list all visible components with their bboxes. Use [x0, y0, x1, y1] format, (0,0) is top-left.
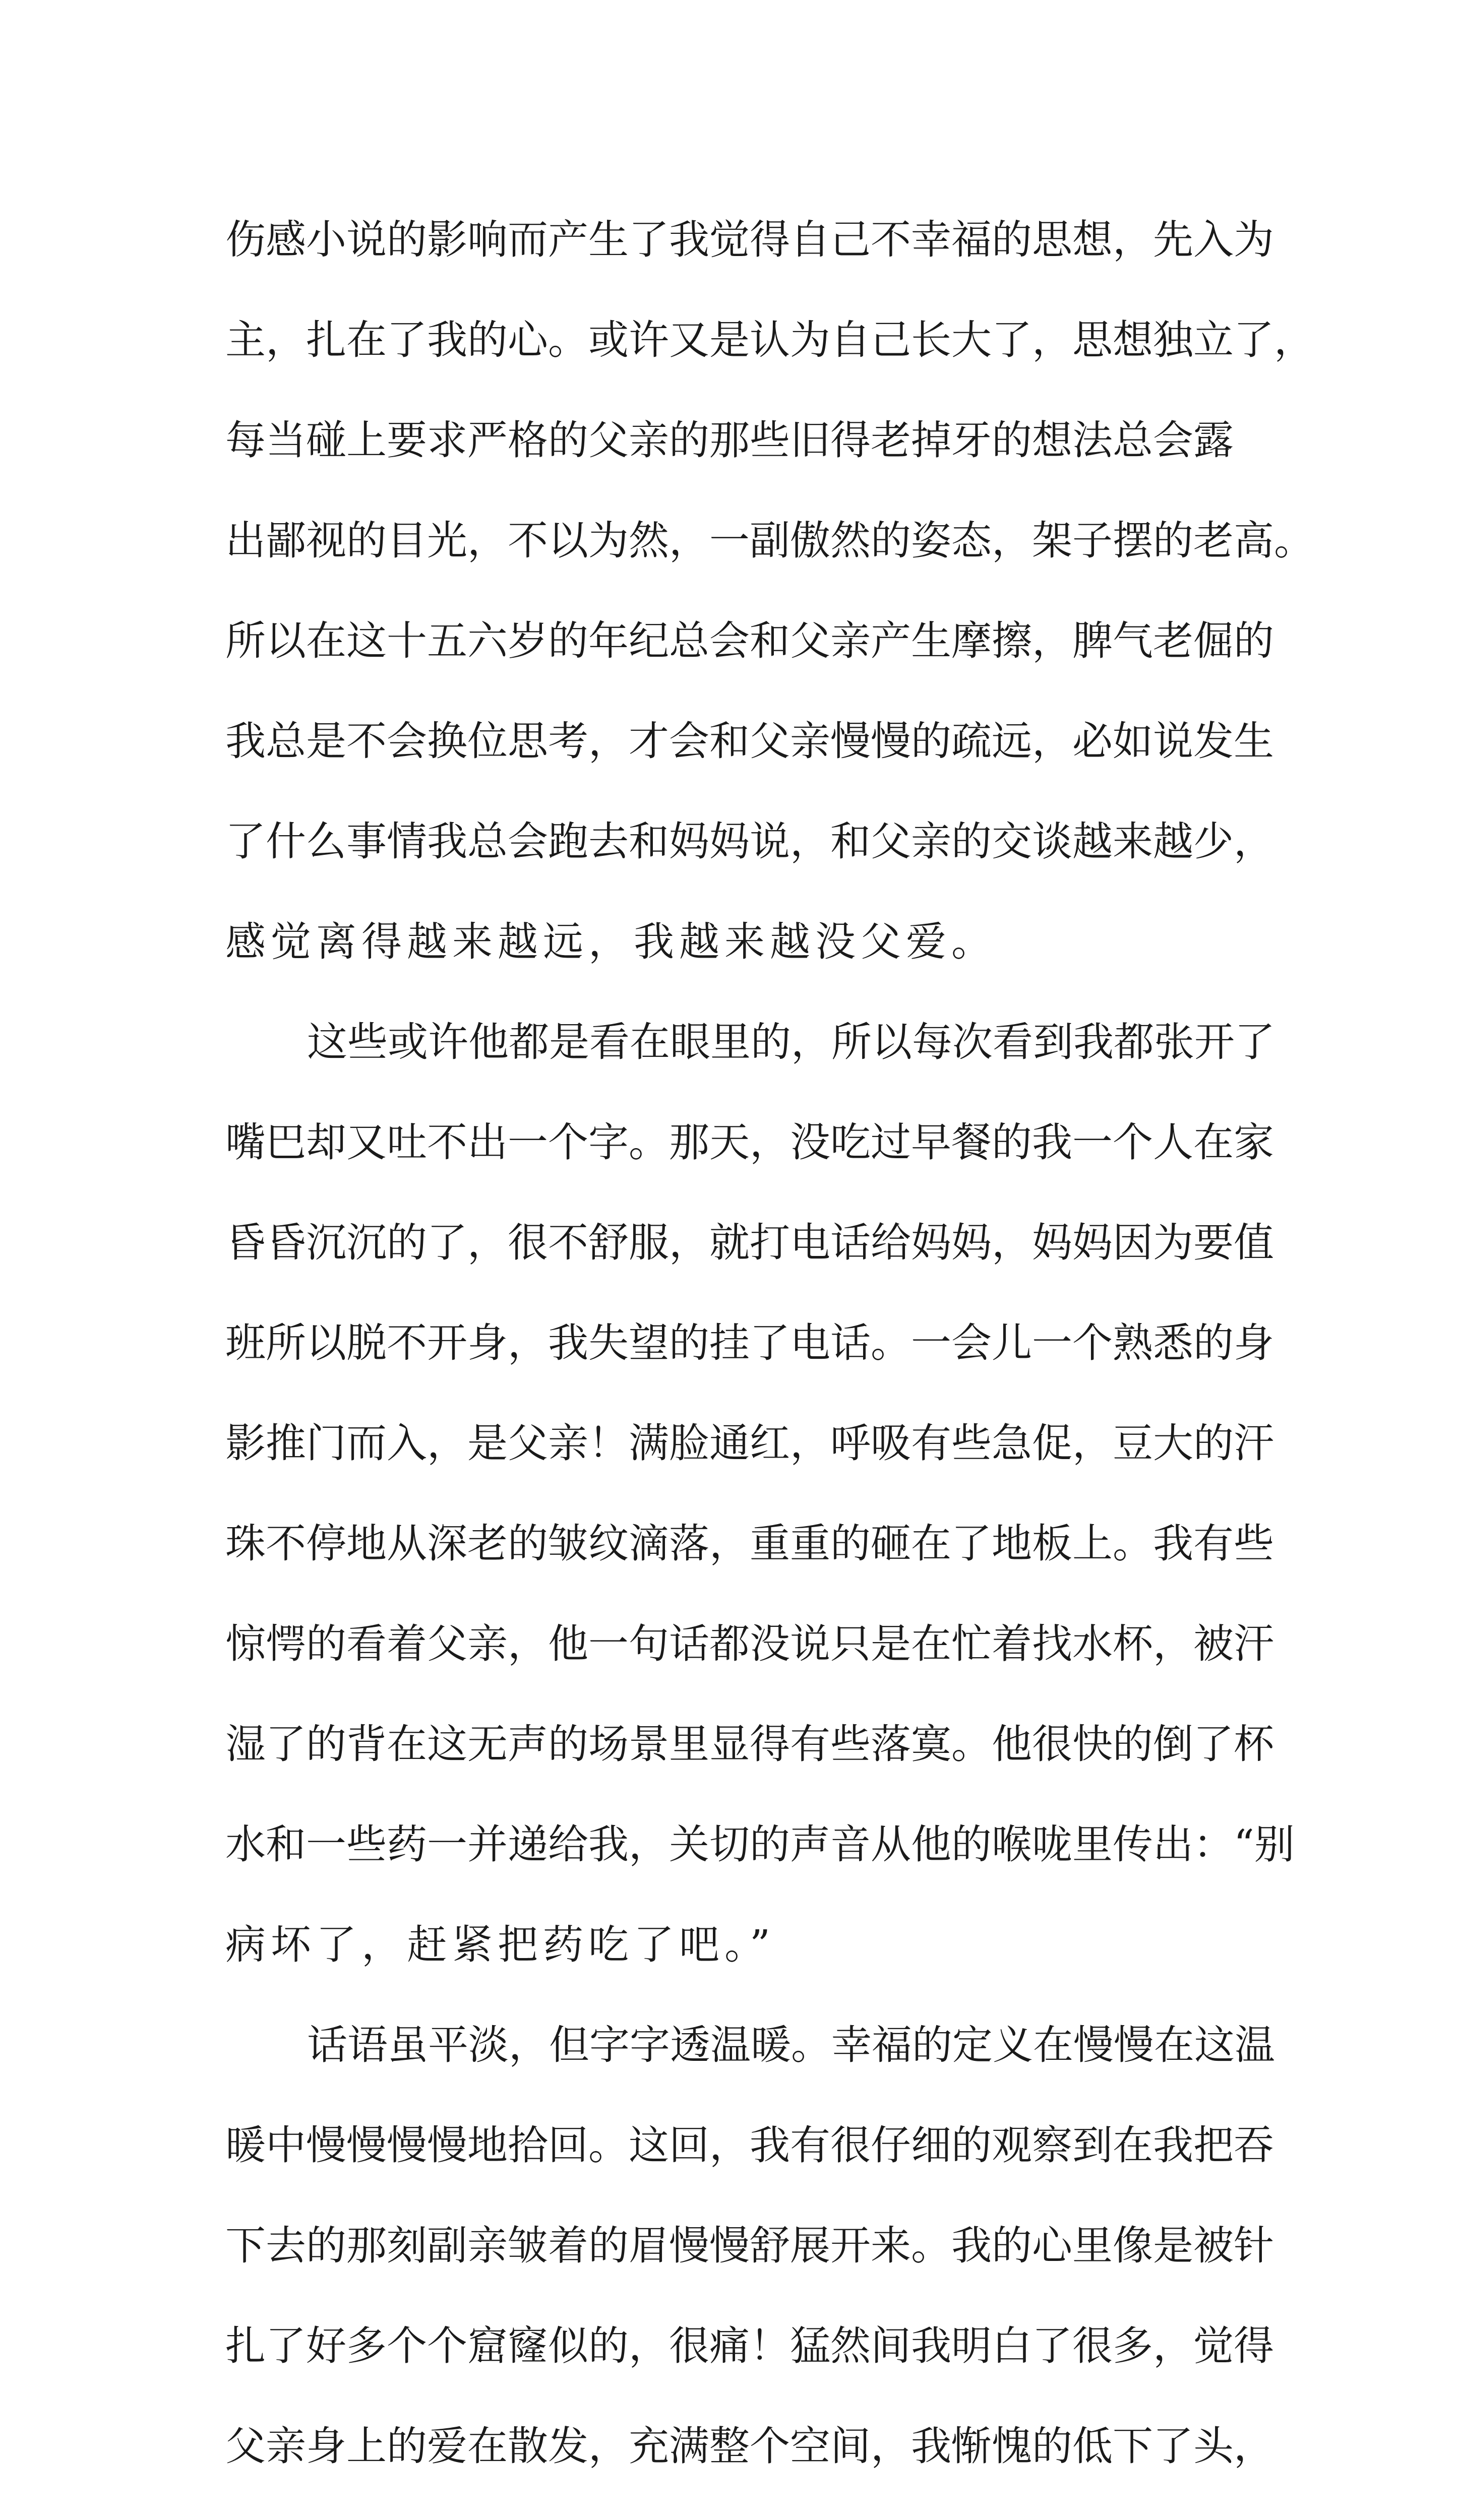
text-line: 嘴巴却又吐不出一个字。那天，没吃过早餐的我一个人在家 — [225, 1119, 1274, 1166]
text-line: 我总是不会换位思考，才会和父亲慢慢的疏远，必如说发生 — [225, 718, 1274, 765]
text-line: 每当碰上要求严格的父亲的那些旧得老掉牙的想法总会露 — [225, 417, 1234, 464]
text-line: 水和一些药一并递给我，关切的声音从他的喉咙里传出：“别 — [225, 1821, 1295, 1868]
body-text — [225, 190, 1314, 2520]
paragraph-first-line: 话语虽平淡，但字字透温暖。幸福的定义在慢慢在这温 — [307, 2022, 1275, 2068]
text-line: 伤感小说的影响而产生了我觉得自己不幸福的思想，先入为 — [225, 216, 1274, 263]
text-line: 父亲身上的爱在散发，充满整个空间，我惭愧的低下了头， — [225, 2423, 1274, 2470]
text-line — [225, 2496, 1234, 2520]
text-line: 昏昏沉沉的了，很不舒服，就打电话给妈妈，妈妈因为要值 — [225, 1219, 1274, 1266]
text-line: 暖中慢慢慢慢地拾回。这回，我有很仔细的观察到在我把吞 — [225, 2122, 1274, 2169]
text-line: 出鄙视的目光，不以为然，一副傲然的姿态，架子摆的老高。 — [225, 517, 1314, 564]
text-line: 病坏了，赶紧把药吃了吧。” — [225, 1921, 775, 1968]
text-line: 影推门而入，是父亲！满脸通红，呼吸有些急促，豆大的汗 — [225, 1420, 1274, 1467]
text-line: 了什么事情我总会跑去和妈妈说，和父亲的交谈越来越少， — [225, 818, 1274, 865]
text-line: 班所以脱不开身，我失望的挂了电话。一会儿一个熟悉的身 — [225, 1319, 1274, 1366]
paragraph-first-line: 这些或许他都是看在眼里的，所以每次看到我都张开了 — [307, 1019, 1275, 1065]
text-line: 湿了的背在这无声的场景里显得有些落寞。他很快的倒了杯 — [225, 1721, 1274, 1768]
text-line: 惊愕的看着父亲，他一句话都没说只是在忙着找水杯，被汗 — [225, 1620, 1274, 1667]
text-line: 感觉离得越来越远，我越来越没父爱。 — [225, 918, 997, 965]
text-line: 所以在这十五六岁的年纪总会和父亲产生摩擦，脾气老倔的 — [225, 617, 1274, 664]
text-line: 珠不停地从深老的皱纹滴落，重重的砸在了地板上。我有些 — [225, 1520, 1274, 1567]
text-line: 主，扎在了我的心。或许又是认为自己长大了，思想独立了， — [225, 317, 1314, 363]
text-line: 下去的那刻副亲皱着的眉慢慢舒展开来。我的心里像是被针 — [225, 2222, 1274, 2269]
text-line: 扎了好多个个窟窿似的，很痛！猛然间我明白了很多，觉得 — [225, 2322, 1274, 2369]
